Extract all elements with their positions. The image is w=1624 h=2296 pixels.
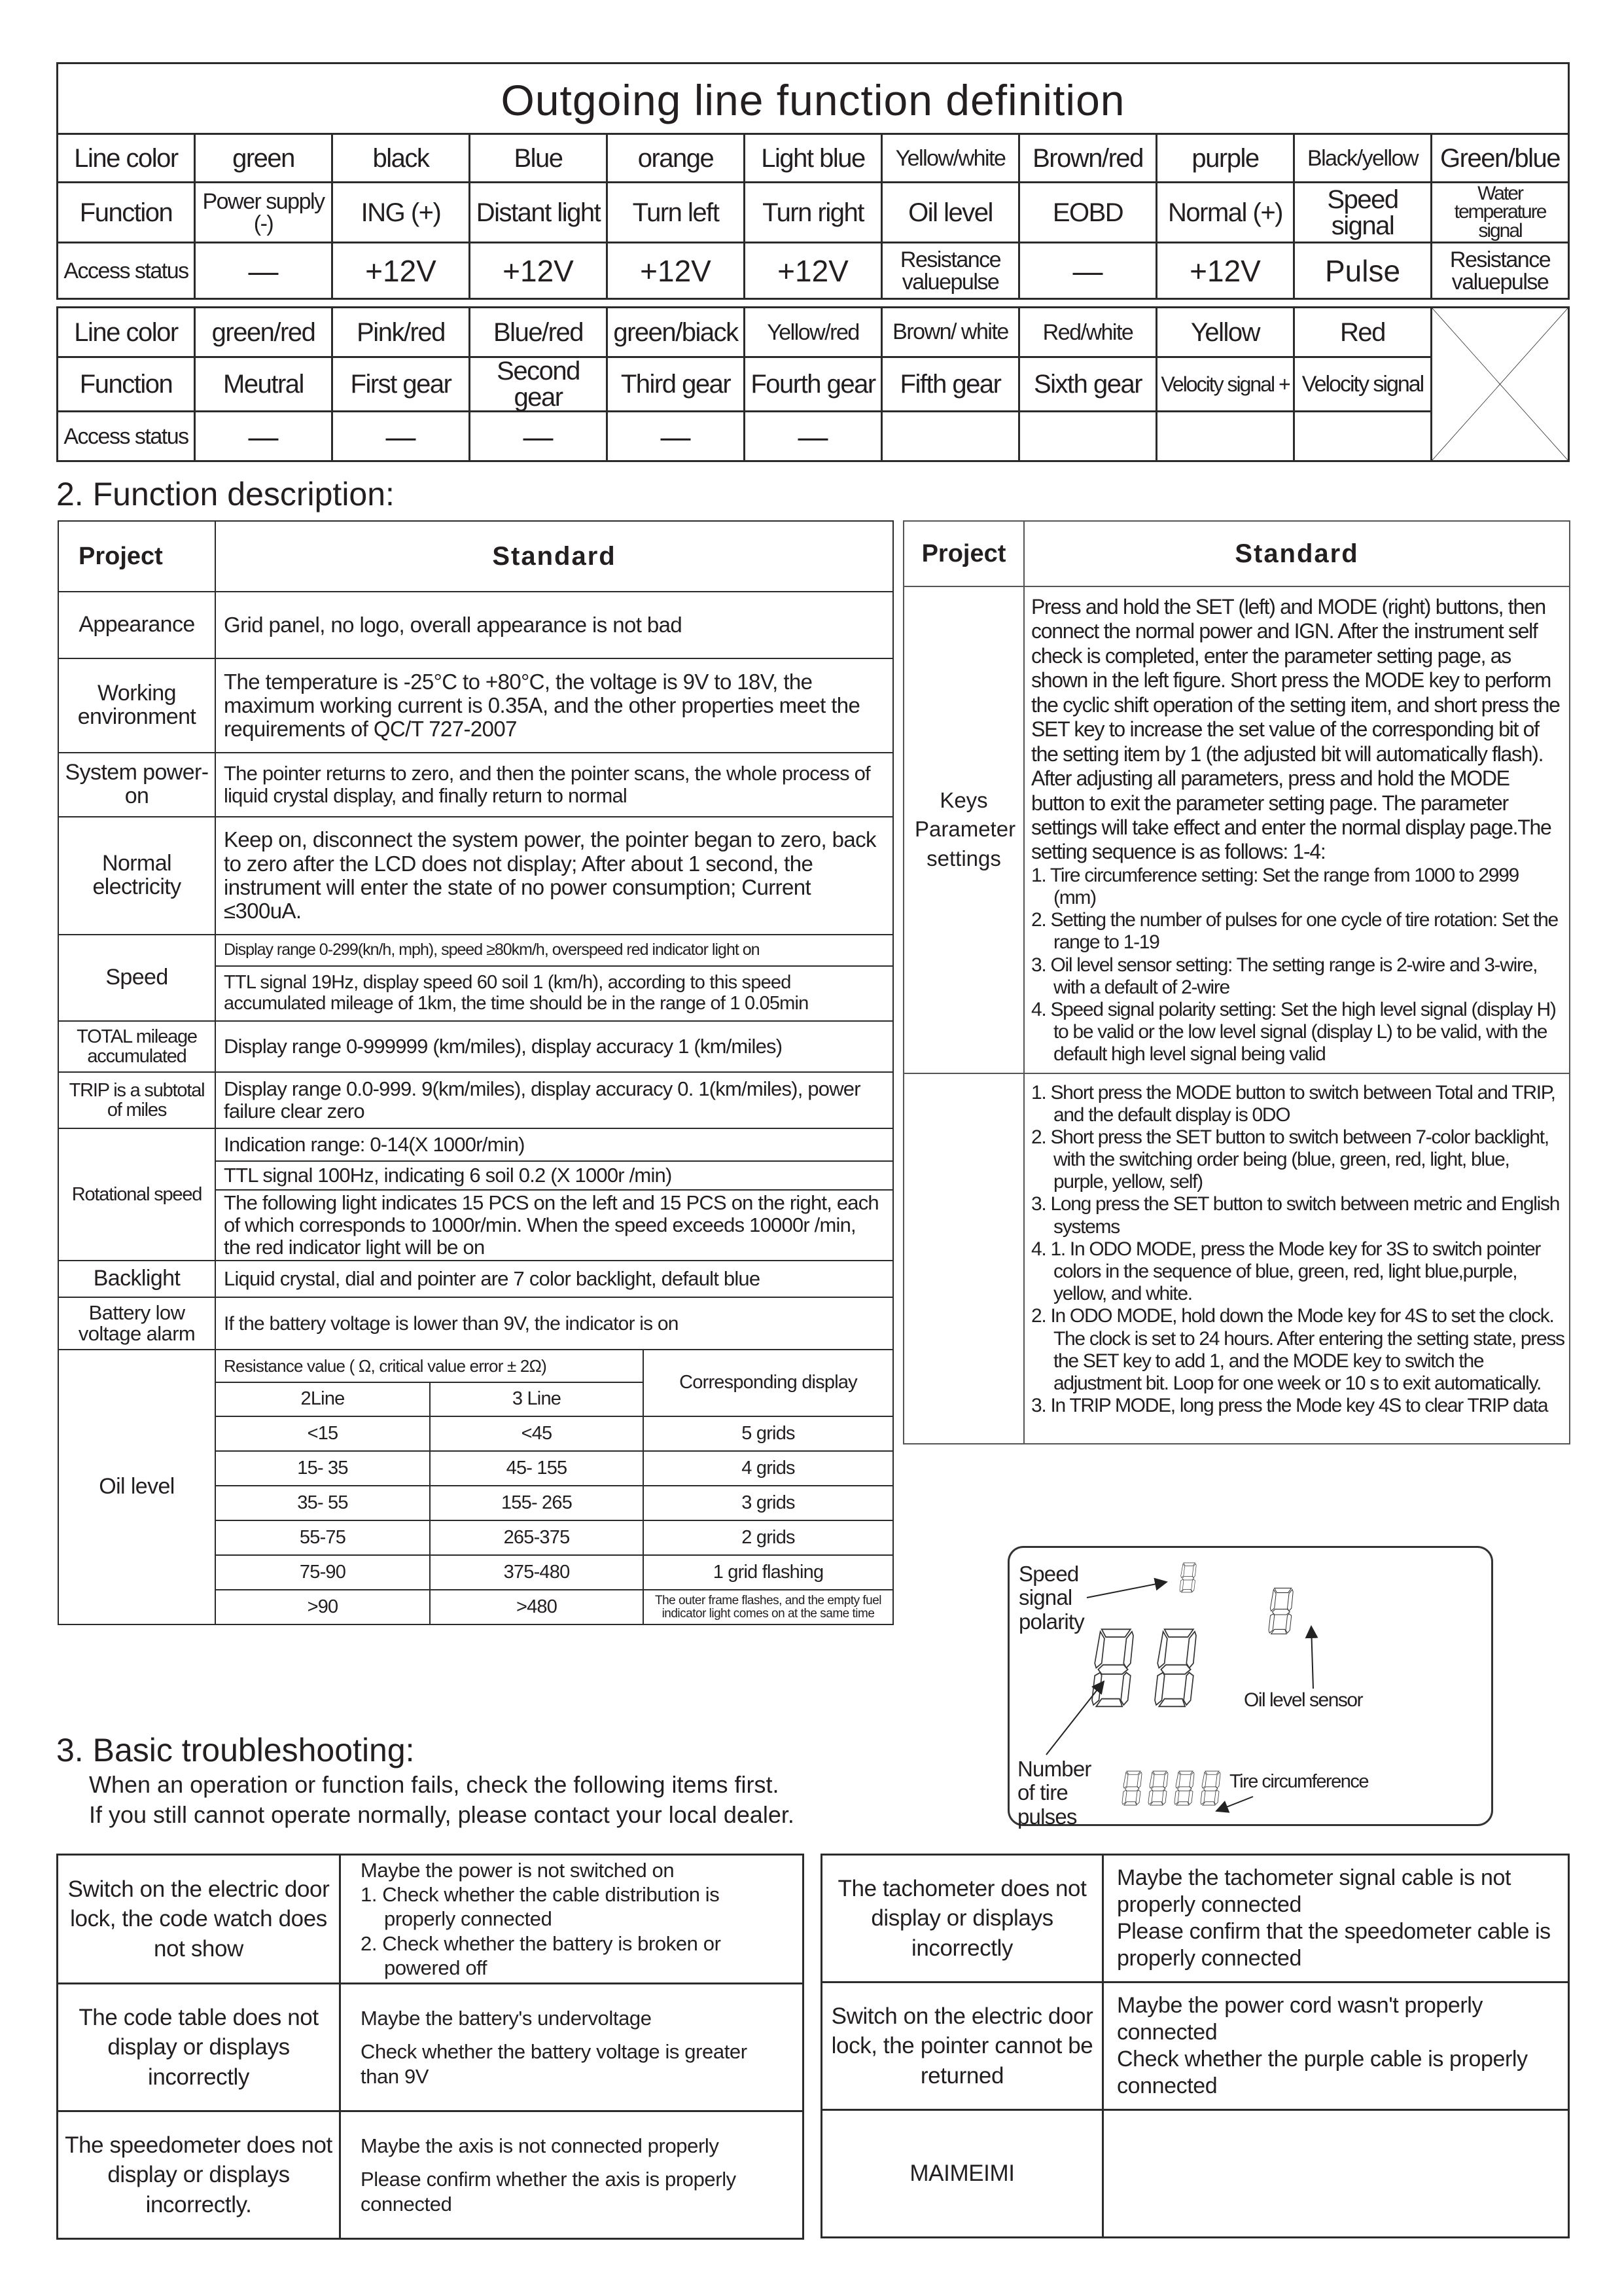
wire-color: Yellow/red [745,308,882,357]
issue-text: Switch on the electric door lock, the pointer cannot be returned [822,1982,1103,2110]
wire-color: orange [607,134,745,183]
operation-step: 3. Long press the SET button to switch between metric and English systems [1031,1193,1560,1238]
project-system-power-on: System power-on [58,753,215,817]
cause-line: Maybe the axis is not connected properly [361,2134,719,2158]
wire-function: Turn right [745,183,882,243]
oil-display-header: Corresponding display [643,1350,893,1416]
wire-function: First gear [332,357,470,412]
troubleshooting-row [822,1982,1569,2110]
wire-access: +12V [607,243,745,299]
operation-steps-list [1031,1082,1565,1418]
standard-appearance: Grid panel, no logo, overall appearance is not bad [215,592,893,658]
wire-function: Turn left [607,183,745,243]
project-backlight: Backlight [58,1261,215,1297]
wire-function: Velocity signal + [1157,357,1294,412]
standard-speed-range: Display range 0-299(kn/h, mph), speed ≥80km/h, overspeed red indicator light on [215,935,893,966]
row-label-access-status: Access status [58,412,195,461]
project-operation-empty [904,1073,1024,1444]
row-label-function: Function [58,357,195,412]
oil-display-value: 2 grids [643,1520,893,1555]
cause-line: Check whether the battery voltage is greater than 9V [361,2040,747,2088]
wire-function: Oil level [882,183,1019,243]
wire-color: Red [1294,308,1432,357]
troubleshooting-intro-line-1: When an operation or function fails, check the following items first. [89,1771,779,1798]
cause-line: Maybe the power cord wasn't properly connected [1117,1993,1483,2045]
wire-access: +12V [745,243,882,299]
troubleshooting-row [58,1983,803,2111]
troubleshooting-intro-line-2: If you still cannot operate normally, please contact your local dealer. [89,1801,794,1828]
wire-access: Resistance valuepulse [882,243,1019,299]
column-header-project: Project [904,521,1024,586]
wire-color: Yellow/white [882,134,1019,183]
cause-line: Please confirm whether the axis is properly connected [361,2168,736,2215]
label-speed-signal-polarity: Speed signal polarity [1019,1562,1084,1634]
brand-name: MAIMEIMI [822,2110,1103,2238]
wire-access: Pulse [1294,243,1432,299]
function-description-table [58,520,894,1625]
wire-access: +12V [470,243,607,299]
empty-cell [1103,2110,1569,2238]
issue-text: The code table does not display or displays incorrectly [58,1983,340,2111]
keys-step: 2. Setting the number of pulses for one cycle of tire rotation: Set the range to 1-19 [1031,909,1558,954]
wire-access: +12V [1157,243,1294,299]
project-working-environment: Working environment [58,658,215,753]
wire-color: Blue/red [470,308,607,357]
standard-keys-parameter-settings [1024,586,1570,1073]
cause-line: Check whether the purple cable is properly connected [1117,2047,1528,2098]
wire-access: Resistance valuepulse [1432,243,1569,299]
project-oil-level: Oil level [58,1350,215,1624]
standard-rotational-ttl: TTL signal 100Hz, indicating 6 soil 0.2 (X 1000r /min) [215,1161,893,1190]
wire-function-table-2 [56,306,1570,462]
oil-2line-header: 2Line [215,1382,430,1416]
standard-rotational-range: Indication range: 0-14(X 1000r/min) [215,1128,893,1161]
wire-function: Fifth gear [882,357,1019,412]
row-label-line-color: Line color [58,134,195,183]
wire-function: Third gear [607,357,745,412]
keys-step: 3. Oil level sensor setting: The setting range is 2-wire and 3-wire, with a default of 2-wire [1031,954,1538,998]
wire-access: — [332,412,470,461]
wire-function: Normal (+) [1157,183,1294,243]
cause-line: Maybe the tachometer signal cable is not properly connected [1117,1865,1511,1918]
wire-function: Fourth gear [745,357,882,412]
standard-system-power-on: The pointer returns to zero, and then the pointer scans, the whole process of liquid crystal display, and finally return to normal [215,753,893,817]
cause-checklist [361,1882,786,1980]
issue-text: The tachometer does not display or displays incorrectly [822,1855,1103,1982]
wire-function: EOBD [1019,183,1157,243]
wire-function: Power supply (-) [195,183,332,243]
empty-crossed-cell [1432,308,1569,461]
oil-2line-value: >90 [215,1590,430,1624]
issue-text: Switch on the electric door lock, the code watch does not show [58,1855,340,1984]
wire-color: Brown/red [1019,134,1157,183]
oil-display-value: 3 grids [643,1486,893,1520]
keys-intro-text: Press and hold the SET (left) and MODE (right) buttons, then connect the normal power and IGN. After the instrument self check is completed, enter the parameter setting page, as shown in the left figure. Short press the MODE key to perform the cyclic shift operation of the setting item, and short press the SET key to increase the set value of the corresponding bit of the setting item by 1 (the adjusted bit will automatically flash). After adjusting all parameters, press and hold the MODE button to exit the parameter setting page. The parameter settings will take effect and enter the normal display page.The setting sequence is as follows: 1-4: [1031,595,1560,864]
oil-resistance-header: Resistance value ( Ω, critical value error ± 2Ω) [215,1350,643,1382]
wire-color: Pink/red [332,308,470,357]
column-header-project: Project [58,521,215,592]
project-appearance: Appearance [58,592,215,658]
wire-color: Light blue [745,134,882,183]
label-oil-level-sensor: Oil level sensor [1244,1689,1363,1711]
section-heading-troubleshooting: 3. Basic troubleshooting: [56,1732,415,1768]
oil-display-value: The outer frame flashes, and the empty fuel indicator light comes on at the same time [643,1590,893,1624]
standard-total-mileage: Display range 0-999999 (km/miles), display accuracy 1 (km/miles) [215,1021,893,1072]
column-header-standard: Standard [1024,521,1570,586]
wire-access: — [195,412,332,461]
wire-color: Brown/ white [882,308,1019,357]
standard-working-environment: The temperature is -25°C to +80°C, the voltage is 9V to 18V, the maximum working current is 0.35A, and the other properties meet the requirements of QC/T 727-2007 [215,658,893,753]
troubleshooting-row [58,1855,803,1984]
cause-text [1103,1982,1569,2110]
troubleshooting-table-left [56,1854,804,2240]
project-keys-parameter-settings: Keys Parameter settings [904,586,1024,1073]
wire-access: — [607,412,745,461]
wire-color: Red/white [1019,308,1157,357]
column-header-standard: Standard [215,521,893,592]
wire-function-table-1 [56,62,1570,300]
cause-text [340,1983,803,2111]
oil-3line-value: 375-480 [430,1555,643,1590]
operation-step: 1. Short press the MODE button to switch between Total and TRIP, and the default display is 0DO [1031,1081,1555,1126]
cause-intro: Maybe the power is not switched on [361,1859,675,1882]
row-label-access-status: Access status [58,243,195,299]
wire-access: — [470,412,607,461]
troubleshooting-row [58,2111,803,2238]
wire-function: Distant light [470,183,607,243]
standard-battery-alarm: If the battery voltage is lower than 9V, the indicator is on [215,1297,893,1350]
oil-3line-value: 265-375 [430,1520,643,1555]
label-number-of-tire-pulses: Number of tire pulses [1017,1757,1091,1829]
project-total-mileage: TOTAL mileage accumulated [58,1021,215,1072]
label-tire-circumference: Tire circumference [1229,1771,1369,1792]
keys-steps-list [1031,865,1565,1066]
wire-access [1294,412,1432,461]
wire-color: Black/yellow [1294,134,1432,183]
lcd-settings-diagram [1008,1546,1493,1829]
standard-backlight: Liquid crystal, dial and pointer are 7 color backlight, default blue [215,1261,893,1297]
wire-color: Blue [470,134,607,183]
wire-color: green/biack [607,308,745,357]
wire-function: Second gear [470,357,607,412]
wire-color: purple [1157,134,1294,183]
wire-function: Velocity signal [1294,357,1432,412]
standard-trip: Display range 0.0-999. 9(km/miles), display accuracy 0. 1(km/miles), power failure clear zero [215,1072,893,1128]
standard-rotational-lights: The following light indicates 15 PCS on the left and 15 PCS on the right, each of which corresponds to 1000r/min. When the speed exceeds 10000r /min, the red indicator light will be on [215,1190,893,1261]
cause-check-item: 1. Check whether the cable distribution is properly connected [361,1883,720,1931]
project-speed: Speed [58,935,215,1021]
standard-speed-ttl: TTL signal 19Hz, display speed 60 soil 1 (km/h), according to this speed accumulated mileage of 1km, the time should be in the range of 1 0.05min [215,966,893,1021]
cause-line: Maybe the battery's undervoltage [361,2007,652,2030]
operation-step: 3. In TRIP MODE, long press the Mode key 4S to clear TRIP data [1031,1395,1548,1417]
wire-function: Water temperature signal [1432,183,1569,243]
troubleshooting-row [822,1855,1569,1982]
wire-access: — [745,412,882,461]
cause-check-item: 2. Check whether the battery is broken or powered off [361,1931,721,1979]
wire-access [1157,412,1294,461]
section-heading-function-description: 2. Function description: [56,476,395,512]
operation-step: 2. Short press the SET button to switch between 7-color backlight, with the switching order being (blue, green, red, light, blue, purple, yellow, self) [1031,1126,1549,1193]
row-label-function: Function [58,183,195,243]
wire-function: ING (+) [332,183,470,243]
keys-step: 1. Tire circumference setting: Set the range from 1000 to 2999 (mm) [1031,864,1519,908]
issue-text: The speedometer does not display or displays incorrectly. [58,2111,340,2238]
oil-2line-value: 55-75 [215,1520,430,1555]
oil-3line-header: 3 Line [430,1382,643,1416]
troubleshooting-table-right [821,1854,1570,2238]
oil-3line-value: >480 [430,1590,643,1624]
cause-text [340,1855,803,1984]
cross-out-icon [1432,308,1568,460]
wire-function: Speed signal [1294,183,1432,243]
wire-color: green [195,134,332,183]
standard-normal-electricity: Keep on, disconnect the system power, the pointer began to zero, back to zero after the LCD does not display; After about 1 second, the instrument will enter the state of no power consumption; Current ≤300uA. [215,817,893,935]
troubleshooting-row [822,2110,1569,2238]
wire-color: black [332,134,470,183]
cause-text [340,2111,803,2238]
standard-operation [1024,1073,1570,1444]
wire-color: Yellow [1157,308,1294,357]
wire-access: +12V [332,243,470,299]
row-label-line-color: Line color [58,308,195,357]
wire-access [882,412,1019,461]
project-trip: TRIP is a subtotal of miles [58,1072,215,1128]
oil-2line-value: 15- 35 [215,1451,430,1486]
wire-access: — [195,243,332,299]
wire-function: Meutral [195,357,332,412]
wire-color: green/red [195,308,332,357]
oil-2line-value: 35- 55 [215,1486,430,1520]
keys-settings-table [903,520,1570,1444]
project-rotational-speed: Rotational speed [58,1128,215,1261]
project-battery-alarm: Battery low voltage alarm [58,1297,215,1350]
wire-table-title: Outgoing line function definition [58,63,1569,134]
oil-3line-value: 155- 265 [430,1486,643,1520]
operation-step: 2. In ODO MODE, hold down the Mode key for 4S to set the clock. The clock is set to 24 hours. After entering the setting state, press the SET key to add 1, and the MODE key to switch the adjustment bit. Loop for one week or 10 s to exit automatically. [1031,1305,1564,1394]
cause-line: Please confirm that the speedometer cable is properly connected [1117,1919,1551,1971]
wire-function: Sixth gear [1019,357,1157,412]
oil-2line-value: 75-90 [215,1555,430,1590]
oil-2line-value: <15 [215,1416,430,1451]
project-normal-electricity: Normal electricity [58,817,215,935]
oil-display-value: 1 grid flashing [643,1555,893,1590]
wire-access [1019,412,1157,461]
operation-step: 4. 1. In ODO MODE, press the Mode key for 3S to switch pointer colors in the sequence of blue, green, red, light blue,purple, yellow, and white. [1031,1238,1541,1305]
wire-access: — [1019,243,1157,299]
keys-step: 4. Speed signal polarity setting: Set the high level signal (display H) to be valid or the low level signal (display L) to be valid, with the default high level signal being valid [1031,998,1556,1066]
oil-display-value: 4 grids [643,1451,893,1486]
oil-3line-value: 45- 155 [430,1451,643,1486]
wire-color: Green/blue [1432,134,1569,183]
cause-text [1103,1855,1569,1982]
oil-3line-value: <45 [430,1416,643,1451]
oil-display-value: 5 grids [643,1416,893,1451]
